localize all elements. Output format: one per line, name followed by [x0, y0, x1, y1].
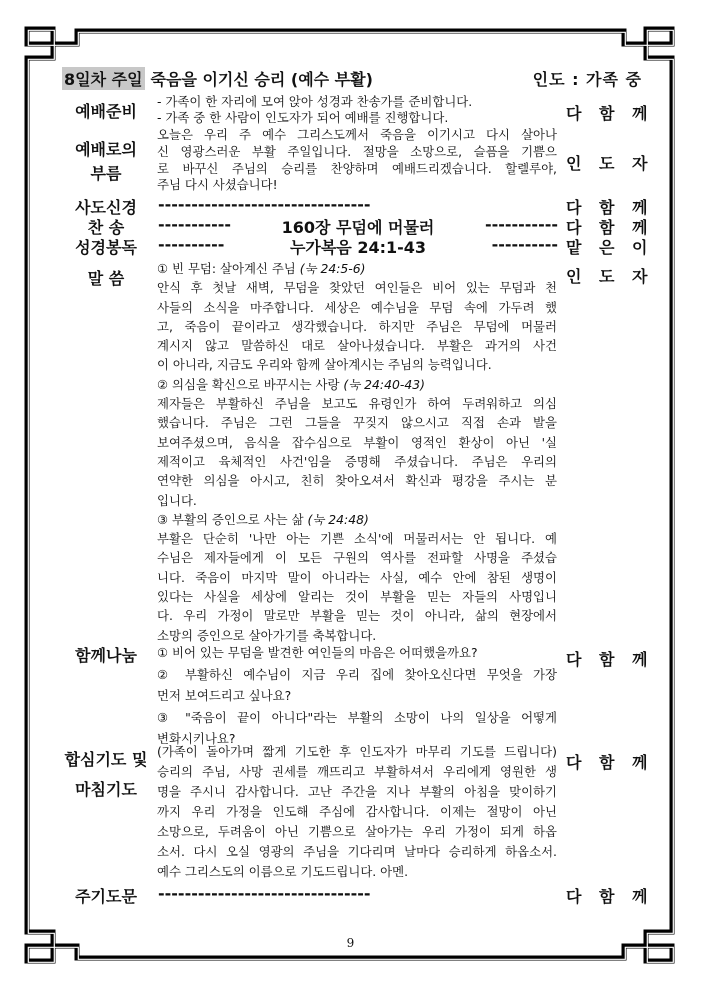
- prep-content: [157, 94, 537, 126]
- call-content: [157, 127, 557, 194]
- prayer-line: 소서. 다시 오실 영광의 주님을 기다리며 날마다 승리하게 하옵소서.: [157, 844, 557, 859]
- prayer-line: 예수 그리스도의 이름으로 기도드립니다. 아멘.: [157, 864, 409, 879]
- question-line: ③ "죽음이 끝이 아니다"라는 부활의 소망이 나의 일상을 어떻게: [157, 709, 557, 725]
- role-lords-prayer: 다 함 께: [566, 887, 654, 906]
- section-label-prep: 예배준비: [75, 102, 137, 121]
- sermon-line: 했습니다. 주님은 그런 그들을 꾸짖지 않으시고 직접 손과 발을: [157, 415, 557, 431]
- heading-text: ② 의심을 확신으로 바꾸시는 사랑: [157, 376, 340, 392]
- lords-prayer-dashes: [158, 884, 558, 903]
- day-label: 8일차 주일: [62, 67, 145, 90]
- scripture-reference: 누가복음 24:1-43: [289, 238, 427, 257]
- section-label-prayer-2: 마침기도: [75, 780, 137, 799]
- prep-line: - 가족 중 한 사람이 인도자가 되어 예배를 진행합니다.: [157, 110, 449, 125]
- heading-text: ③ 부활의 증인으로 사는 삶: [157, 511, 304, 527]
- dash-line: --------------------------------: [158, 884, 371, 903]
- prep-line: - 가족이 한 자리에 모여 앉아 성경과 찬송가를 준비합니다.: [157, 94, 473, 109]
- call-line: 오늘은 우리 주 예수 그리스도께서 죽음을 이기시고 다시 살아나: [157, 127, 557, 142]
- point-heading: [157, 259, 557, 278]
- sermon-line: 입니다.: [157, 492, 197, 508]
- sermon-line: 니다. 죽음이 마지막 말이 아니라는 사실, 예수 안에 참된 생명이: [157, 569, 557, 585]
- role-creed: 다 함 께: [566, 198, 654, 217]
- section-label-lords-prayer: 주기도문: [75, 887, 137, 906]
- bible-ref: (눅 24:40-43): [343, 376, 425, 392]
- heading-text: ① 빈 무덤: 살아계신 주님: [157, 261, 296, 276]
- section-label-creed: 사도신경: [75, 198, 137, 217]
- question-line: ① 비어 있는 무덤을 발견한 여인들의 마음은 어떠했을까요?: [157, 645, 478, 660]
- prayer-line: 까지 우리 가정을 인도해 주심에 감사합니다. 이제는 절망이 아닌: [157, 804, 557, 819]
- sermon-line: 사들의 소식을 마주합니다. 세상은 예수님을 무덤 속에 가두려 했: [157, 299, 557, 315]
- question-line: ② 부활하신 예수님이 지금 우리 집에 찾아오신다면 무엇을 가장: [157, 666, 557, 682]
- sermon-line: 연약한 의심을 아시고, 친히 찾아오셔서 확신과 평강을 주시는 분: [157, 473, 557, 489]
- point-heading: [157, 375, 557, 394]
- sermon-line: 수님은 제자들에게 이 모든 구원의 역사를 전파할 사명을 주셨습: [157, 550, 557, 566]
- question-line: 변화시키나요?: [157, 731, 236, 746]
- sermon-line: 안식 후 첫날 새벽, 무덤을 찾았던 여인들은 비어 있는 무덤과 천: [157, 280, 557, 296]
- bible-ref: (눅 24:5-6): [299, 261, 366, 276]
- question-line: 먼저 보여드리고 싶나요?: [157, 688, 292, 703]
- sermon-content: [157, 259, 557, 645]
- service-title: 죽음을 이기신 승리 (예수 부활): [150, 69, 373, 89]
- section-label-sermon: 말 씀: [87, 269, 125, 288]
- leader-label: 인도 : 가족 중: [532, 69, 642, 89]
- dash-line: -----------: [484, 215, 558, 234]
- reading-line: [158, 235, 558, 258]
- role-prep: 다 함 께: [566, 104, 654, 123]
- page-number: 9: [346, 936, 355, 950]
- section-label-reading: 성경봉독: [75, 238, 137, 257]
- sermon-line: 있다는 사실을 세상에 알리는 것이 부활을 믿는 자들의 사명입니: [157, 589, 557, 605]
- prayer-line: 명을 주시니 감사합니다. 고난 주간을 지나 부활의 아침을 맞이하기: [157, 784, 557, 799]
- point-heading: [157, 510, 557, 529]
- role-reading: 맡 은 이: [566, 238, 654, 257]
- call-line: 주님 다시 사셨습니다!: [157, 177, 278, 193]
- prayer-line: 소망으로, 두려움이 아닌 기쁨으로 살아가는 우리 가정이 되게 하옵: [157, 824, 557, 839]
- role-sharing: 다 함 께: [566, 650, 654, 669]
- section-label-hymn: 찬 송: [87, 218, 125, 237]
- dash-line: --------------------------------: [158, 195, 371, 214]
- sermon-line: 다. 우리 가정이 말로만 부활을 믿는 것이 아니라, 삶의 현장에서: [157, 608, 557, 624]
- prayer-line: (가족이 돌아가며 짧게 기도한 후 인도자가 마무리 기도를 드립니다): [157, 744, 557, 759]
- bible-ref: (눅 24:48): [307, 511, 369, 527]
- role-sermon: 인 도 자: [566, 267, 654, 286]
- prayer-content: [157, 742, 557, 882]
- page-title: [62, 66, 642, 90]
- sermon-line: 보여주셨으며, 음식을 잡수심으로 부활이 영적인 환상이 아닌 '실: [157, 434, 557, 450]
- role-prayer: 다 함 께: [566, 753, 654, 772]
- call-line: 로 바꾸신 주님의 승리를 찬양하며 예배드리겠습니다. 할렐루야,: [157, 160, 557, 176]
- prayer-line: 승리의 주님, 사망 권세를 깨뜨리고 부활하셔서 우리에게 영원한 생: [157, 764, 557, 779]
- sermon-line: 제자들은 부활하신 주님을 보고도 유령인가 하여 두려워하고 의심: [157, 396, 557, 412]
- section-label-call-2: 부름: [90, 164, 122, 183]
- call-line: 신 영광스러운 부활 주일입니다. 절망을 소망으로, 슬픔을 기쁨으: [157, 143, 557, 159]
- dash-line: ----------: [158, 235, 225, 254]
- role-hymn: 다 함 께: [566, 218, 654, 237]
- sermon-line: 고, 죽음이 끝이라고 생각했습니다. 하지만 주님은 무덤에 머물러: [157, 318, 557, 334]
- sermon-line: 소망의 증인으로 살아가기를 축복합니다.: [157, 627, 377, 643]
- role-call: 인 도 자: [566, 154, 654, 173]
- dash-line: -----------: [158, 215, 232, 234]
- sermon-line: 계시지 않고 말씀하신 대로 살아나셨습니다. 부활은 과거의 사건: [157, 338, 557, 354]
- creed-dashes: [158, 195, 558, 214]
- sermon-line: 제적이고 육체적인 사건'임을 증명해 주셨습니다. 주님은 우리의: [157, 453, 557, 469]
- section-label-prayer: 합심기도 및: [64, 750, 148, 769]
- sermon-line: 이 아니라, 지금도 우리와 함께 살아계시는 주님의 능력입니다.: [157, 357, 492, 373]
- sharing-content: [157, 642, 557, 750]
- dash-line: ----------: [491, 235, 558, 254]
- section-label-call: 예배로의: [75, 140, 137, 159]
- sermon-line: 부활은 단순히 '나만 아는 기쁜 소식'에 머물러서는 안 됩니다. 예: [157, 531, 557, 547]
- section-label-sharing: 함께나눔: [75, 646, 137, 665]
- hymn-title: 160장 무덤에 머물러: [281, 218, 435, 237]
